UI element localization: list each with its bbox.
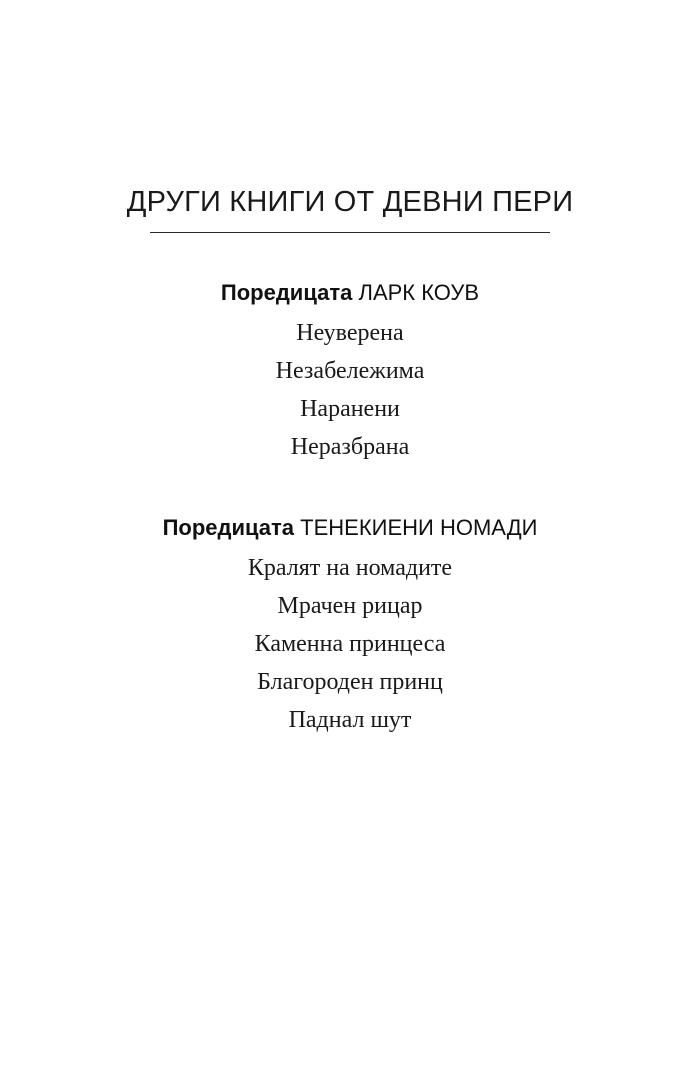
book-title: Кралят на номадите — [247, 555, 453, 581]
series-prefix: Поредицата — [162, 515, 295, 540]
book-title: Неразбрана — [290, 434, 410, 460]
series-heading — [0, 511, 700, 545]
book-title: Паднал шут — [288, 707, 412, 733]
book-title: Неуверена — [296, 320, 404, 346]
title-list — [0, 314, 700, 466]
book-title: Незабележима — [275, 358, 425, 384]
book-title: Наранени — [300, 396, 400, 422]
book-title: Мрачен рицар — [277, 593, 423, 619]
series-name: ЛАРК КОУВ — [358, 280, 480, 305]
heading-divider — [150, 232, 550, 233]
title-list — [0, 549, 700, 739]
page-heading: ДРУГИ КНИГИ ОТ ДЕВНИ ПЕРИ — [126, 186, 574, 218]
series-prefix: Поредицата — [220, 280, 353, 305]
series-heading — [0, 276, 700, 310]
series-lark-cove — [0, 276, 700, 466]
series-name: ТЕНЕКИЕНИ НОМАДИ — [300, 515, 538, 540]
book-title: Благороден принц — [257, 669, 443, 695]
series-tin-gypsies — [0, 511, 700, 739]
book-title: Каменна принцеса — [254, 631, 446, 657]
